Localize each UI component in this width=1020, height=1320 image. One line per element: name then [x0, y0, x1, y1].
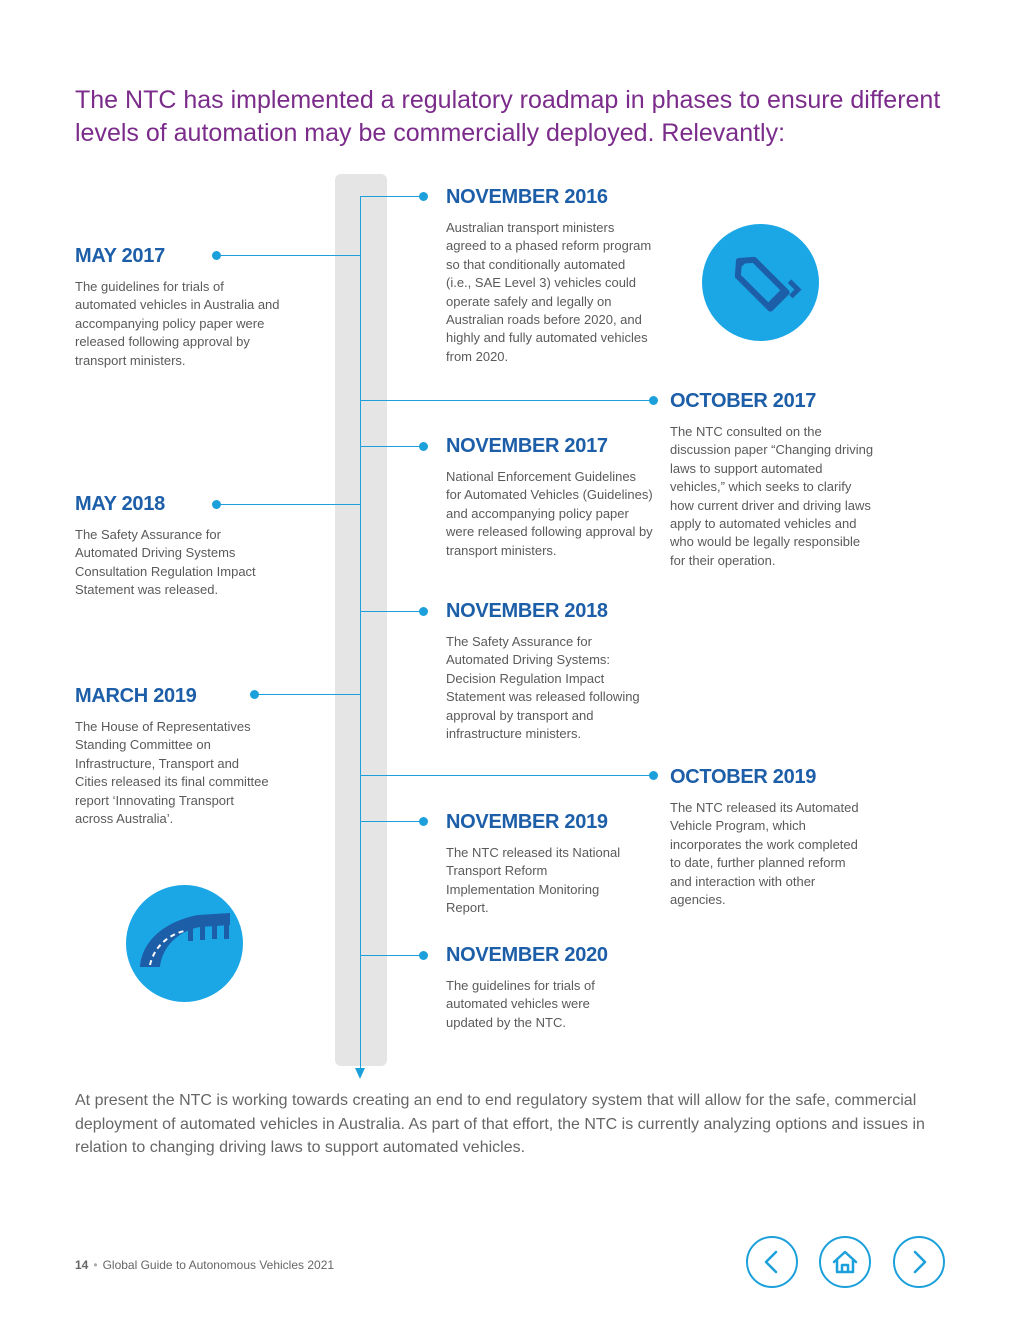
event-oct-2017: [670, 389, 875, 570]
event-date: MAY 2018: [75, 493, 165, 515]
event-text: The NTC consulted on the discussion paper “Changing driving laws to support automated vehicles,” which seeks to clarify how current driver and driving laws apply to automated vehicles and who would be legally responsible for their operation.: [670, 424, 874, 568]
event-march-2019: [75, 684, 275, 828]
event-nov-2017: [446, 434, 654, 560]
home-button[interactable]: [819, 1236, 871, 1288]
timeline-spine: [360, 196, 361, 1071]
event-text: The NTC released its Automated Vehicle Program, which incorporates the work completed to date, further planned reform and interaction with other agencies.: [670, 800, 859, 908]
event-date: NOVEMBER 2016: [446, 186, 608, 208]
next-page-button[interactable]: [893, 1236, 945, 1288]
event-text: The Safety Assurance for Automated Driving Systems: Decision Regulation Impact Statement was released following approval by transport and infrastructure ministers.: [446, 634, 640, 742]
road-bridge-icon: [126, 885, 243, 1002]
event-date: NOVEMBER 2020: [446, 944, 608, 966]
event-date: NOVEMBER 2019: [446, 811, 608, 833]
intro-heading: The NTC has implemented a regulatory roadmap in phases to ensure different levels of automation may be commercially deployed. Relevantly:: [75, 86, 941, 147]
event-text: The guidelines for trials of automated vehicles were updated by the NTC.: [446, 978, 595, 1030]
event-date: OCTOBER 2017: [670, 390, 817, 412]
footer-title: Global Guide to Autonomous Vehicles 2021: [102, 1258, 335, 1272]
connector-dot: [419, 951, 428, 960]
footer: [75, 1258, 334, 1272]
event-nov-2018: [446, 599, 648, 743]
connector-dot: [419, 442, 428, 451]
home-icon: [821, 1238, 869, 1286]
connector-dot: [419, 607, 428, 616]
event-text: Australian transport ministers agreed to a phased reform program so that conditionally automated (i.e., SAE Level 3) vehicles could operate safely and legally on Australian roads before 2020, and highly and fully automated vehicles from 2020.: [446, 220, 652, 364]
event-nov-2016: [446, 185, 654, 366]
connector-nov-2016: [361, 196, 424, 197]
event-date: OCTOBER 2019: [670, 766, 817, 788]
event-text: National Enforcement Guidelines for Automated Vehicles (Guidelines) and accompanying policy paper were released following approval by transport ministers.: [446, 469, 653, 558]
event-nov-2020: [446, 943, 636, 1032]
connector-dot: [419, 192, 428, 201]
chevron-left-icon: [748, 1238, 796, 1286]
page-number: 14: [75, 1258, 89, 1272]
event-may-2018: [75, 492, 285, 600]
connector-nov-2017: [361, 446, 424, 447]
event-text: The NTC released its National Transport Reform Implementation Monitoring Report.: [446, 845, 621, 916]
prev-page-button[interactable]: [746, 1236, 798, 1288]
event-nov-2019: [446, 810, 636, 918]
event-text: The House of Representatives Standing Committee on Infrastructure, Transport and Cities released its final committee report ‘Innovating Transport across Australia’.: [75, 719, 269, 827]
connector-oct-2017: [361, 400, 654, 401]
closing-paragraph: At present the NTC is working towards creating an end to end regulatory system that will allow for the safe, commercial deployment of automated vehicles in Australia. As part of that effort, the NTC is currently analyzing options and issues in relation to changing driving laws to support automated vehicles.: [75, 1092, 925, 1156]
event-oct-2019: [670, 765, 870, 909]
connector-dot: [419, 817, 428, 826]
event-date: MAY 2017: [75, 245, 165, 267]
connector-dot: [649, 396, 658, 405]
timeline-arrow: [355, 1068, 365, 1079]
event-date: NOVEMBER 2018: [446, 600, 608, 622]
event-date: MARCH 2019: [75, 685, 197, 707]
connector-nov-2019: [361, 821, 424, 822]
timeline-track: [335, 174, 387, 1066]
event-text: The Safety Assurance for Automated Driving Systems Consultation Regulation Impact Statement was released.: [75, 527, 256, 598]
event-text: The guidelines for trials of automated vehicles in Australia and accompanying policy paper were released following approval by transport ministers.: [75, 279, 280, 368]
pen-icon: [702, 224, 819, 341]
footer-separator: •: [93, 1258, 98, 1272]
event-may-2017: [75, 244, 285, 370]
event-date: NOVEMBER 2017: [446, 435, 608, 457]
connector-nov-2018: [361, 611, 424, 612]
connector-dot: [649, 771, 658, 780]
connector-oct-2019: [361, 775, 654, 776]
chevron-right-icon: [895, 1238, 943, 1286]
connector-nov-2020: [361, 955, 424, 956]
